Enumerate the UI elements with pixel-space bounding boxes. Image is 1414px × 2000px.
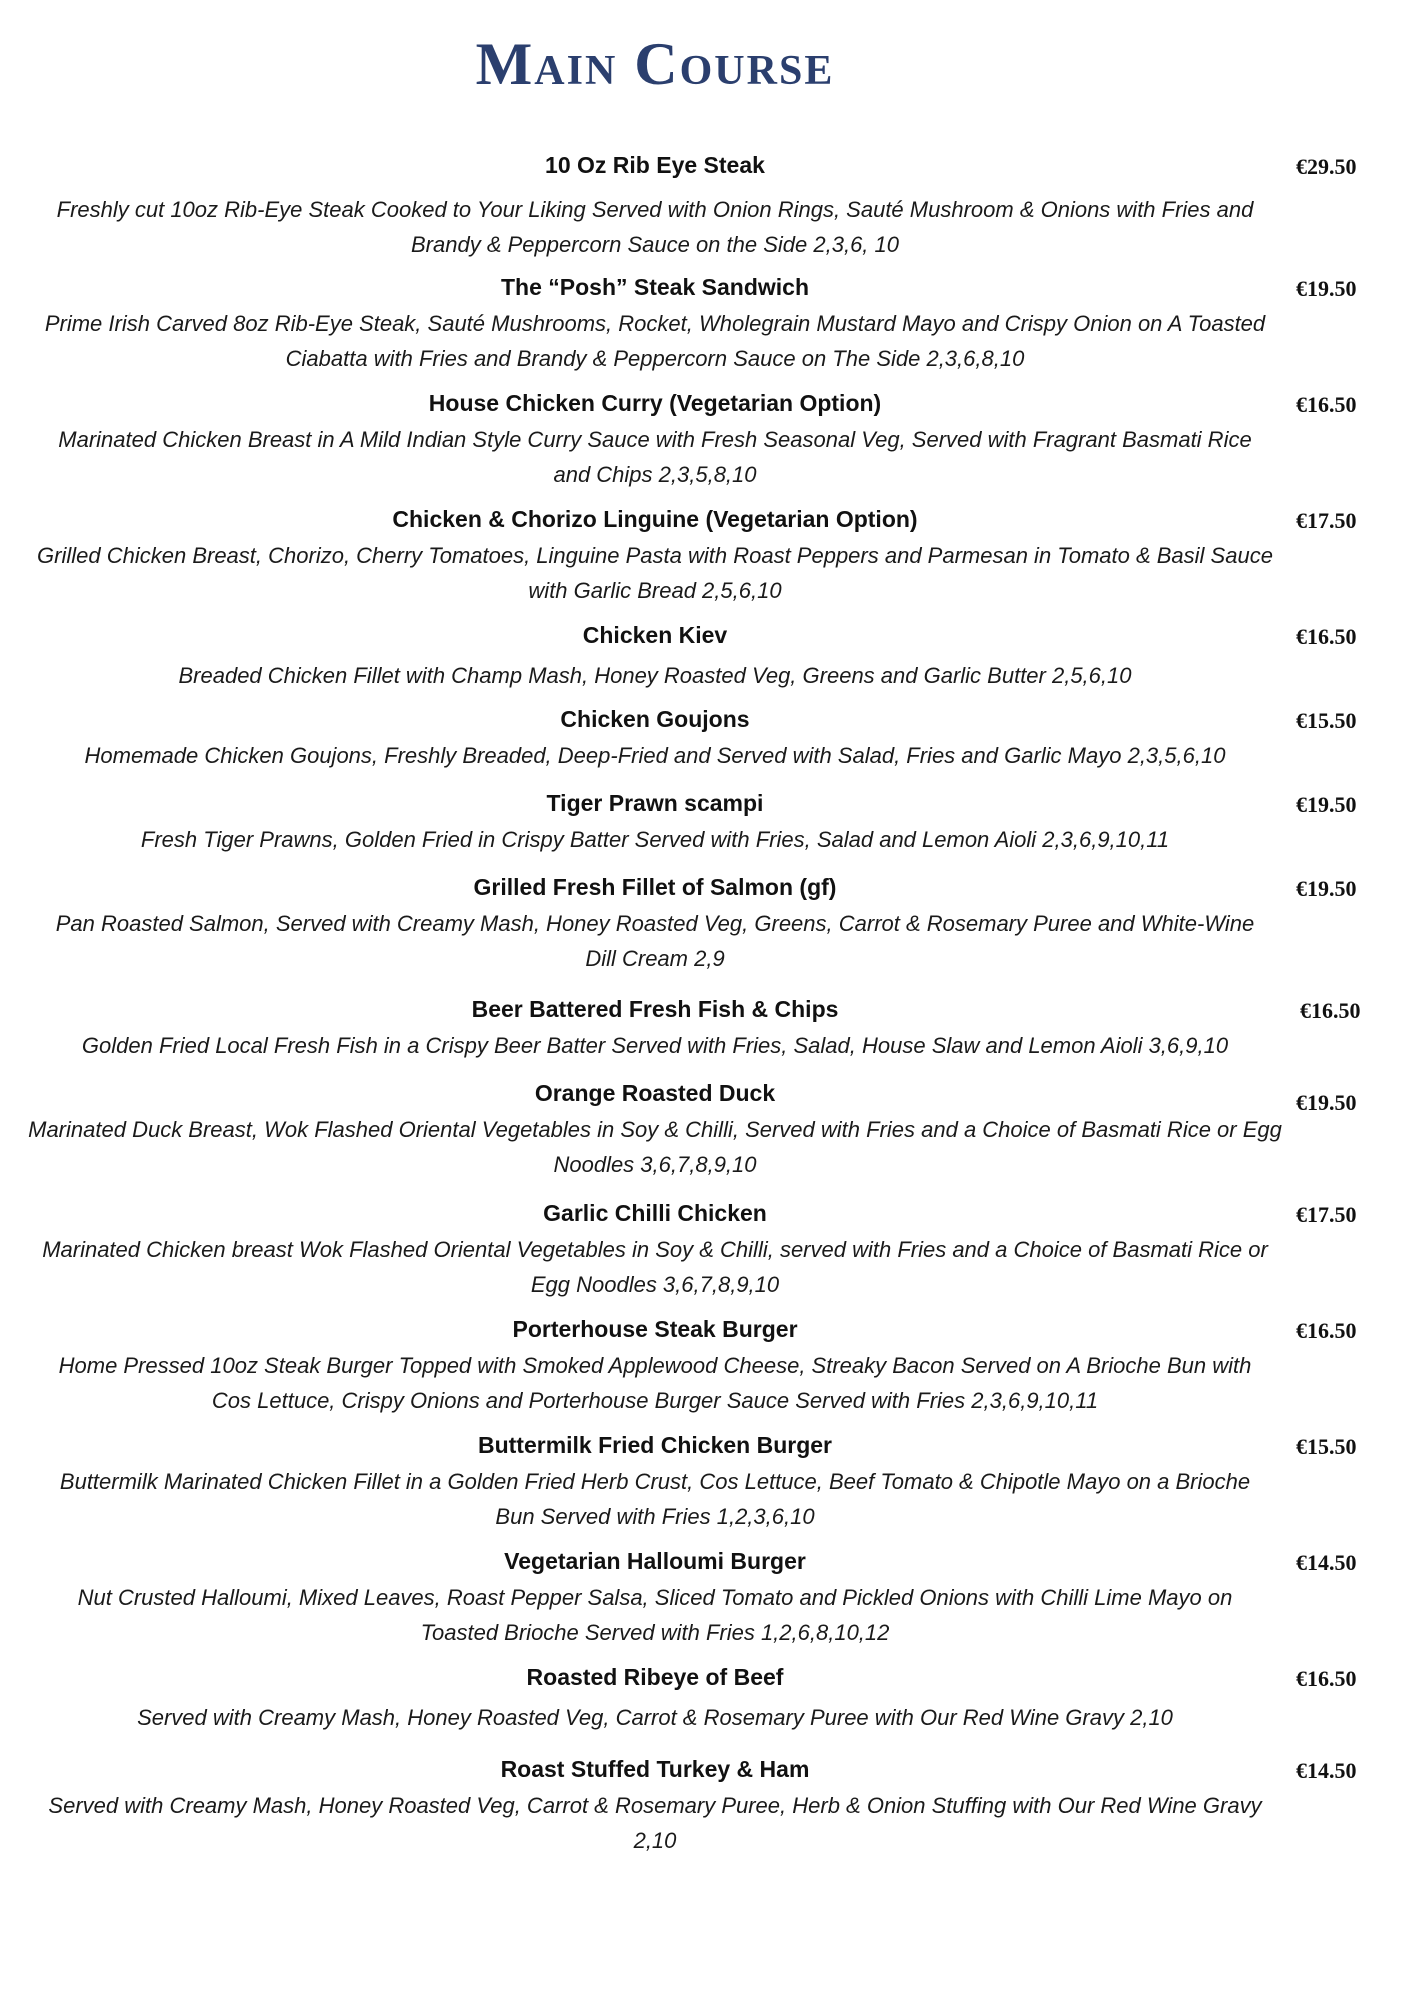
item-description: Marinated Chicken Breast in A Mild Indian Style Curry Sauce with Fresh Seasonal Veg, Served with Fragrant Basmati Rice and Chips 2,3,5,8,10 [58,427,1252,487]
item-name: Tiger Prawn scampi [546,790,764,816]
item-name: Grilled Fresh Fillet of Salmon (gf) [473,874,837,900]
item-price: €16.50 [1300,998,1361,1023]
item-name: Beer Battered Fresh Fish & Chips [471,996,839,1022]
item-price: €16.50 [1296,624,1357,649]
item-description: Home Pressed 10oz Steak Burger Topped with Smoked Applewood Cheese, Streaky Bacon Served on A Brioche Bun with Cos Lettuce, Crispy Onions and Porterhouse Burger Sauce Served with Fries 2,3,6,9,10,11 [58,1353,1252,1413]
page-title: Main Course [475,31,835,97]
item-description: Grilled Chicken Breast, Chorizo, Cherry Tomatoes, Linguine Pasta with Roast Peppers and Parmesan in Tomato & Basil Sauce with Garlic Bread 2,5,6,10 [37,543,1273,603]
item-name: House Chicken Curry (Vegetarian Option) [428,390,882,416]
item-name: Orange Roasted Duck [534,1080,776,1106]
item-price: €29.50 [1296,154,1357,179]
item-name: Chicken Kiev [582,622,728,648]
item-price: €14.50 [1296,1758,1357,1783]
item-name: Buttermilk Fried Chicken Burger [477,1432,833,1458]
item-description: Breaded Chicken Fillet with Champ Mash, Honey Roasted Veg, Greens and Garlic Butter 2,5,6,10 [178,663,1132,688]
item-name: Roast Stuffed Turkey & Ham [500,1756,810,1782]
item-name: Garlic Chilli Chicken [543,1200,767,1226]
item-description: Marinated Chicken breast Wok Flashed Oriental Vegetables in Soy & Chilli, served with Fries and a Choice of Basmati Rice or Egg Noodles 3,6,7,8,9,10 [42,1237,1268,1297]
item-price: €17.50 [1296,1202,1357,1227]
item-price: €17.50 [1296,508,1357,533]
item-description: Homemade Chicken Goujons, Freshly Breaded, Deep-Fried and Served with Salad, Fries and Garlic Mayo 2,3,5,6,10 [84,743,1226,768]
item-description: Marinated Duck Breast, Wok Flashed Oriental Vegetables in Soy & Chilli, Served with Fries and a Choice of Basmati Rice or Egg Noodles 3,6,7,8,9,10 [28,1117,1282,1177]
item-price: €15.50 [1296,708,1357,733]
item-description: Served with Creamy Mash, Honey Roasted Veg, Carrot & Rosemary Puree with Our Red Wine Gravy 2,10 [137,1705,1173,1730]
item-name: Chicken Goujons [560,706,750,732]
item-description: Freshly cut 10oz Rib-Eye Steak Cooked to Your Liking Served with Onion Rings, Sauté Mushroom & Onions with Fries and Brandy & Peppercorn Sauce on the Side 2,3,6, 10 [56,197,1254,257]
item-price: €19.50 [1296,1090,1357,1115]
item-name: 10 Oz Rib Eye Steak [545,152,765,178]
item-description: Served with Creamy Mash, Honey Roasted Veg, Carrot & Rosemary Puree, Herb & Onion Stuffing with Our Red Wine Gravy 2,10 [48,1793,1262,1853]
item-price: €14.50 [1296,1550,1357,1575]
item-price: €16.50 [1296,1666,1357,1691]
item-price: €15.50 [1296,1434,1357,1459]
item-description: Fresh Tiger Prawns, Golden Fried in Crispy Batter Served with Fries, Salad and Lemon Aioli 2,3,6,9,10,11 [140,827,1170,852]
item-name: Porterhouse Steak Burger [512,1316,798,1342]
item-name: Vegetarian Halloumi Burger [504,1548,806,1574]
item-description: Nut Crusted Halloumi, Mixed Leaves, Roast Pepper Salsa, Sliced Tomato and Pickled Onions with Chilli Lime Mayo on Toasted Brioche Served with Fries 1,2,6,8,10,12 [77,1585,1233,1645]
item-description: Pan Roasted Salmon, Served with Creamy Mash, Honey Roasted Veg, Greens, Carrot & Rosemary Puree and White-Wine Dill Cream 2,9 [55,911,1255,971]
item-description: Golden Fried Local Fresh Fish in a Crispy Beer Batter Served with Fries, Salad, House Slaw and Lemon Aioli 3,6,9,10 [81,1033,1229,1058]
item-price: €16.50 [1296,392,1357,417]
item-price: €19.50 [1296,276,1357,301]
item-name: Roasted Ribeye of Beef [526,1664,784,1690]
item-price: €19.50 [1296,792,1357,817]
item-price: €19.50 [1296,876,1357,901]
item-price: €16.50 [1296,1318,1357,1343]
item-description: Prime Irish Carved 8oz Rib-Eye Steak, Sauté Mushrooms, Rocket, Wholegrain Mustard Mayo and Crispy Onion on A Toasted Ciabatta with Fries and Brandy & Peppercorn Sauce on The Side 2,3,6,8,10 [44,311,1266,371]
item-description: Buttermilk Marinated Chicken Fillet in a Golden Fried Herb Crust, Cos Lettuce, Beef Tomato & Chipotle Mayo on a Brioche Bun Served with Fries 1,2,3,6,10 [59,1469,1251,1529]
item-name: The “Posh” Steak Sandwich [500,274,810,300]
item-name: Chicken & Chorizo Linguine (Vegetarian Option) [392,506,918,532]
